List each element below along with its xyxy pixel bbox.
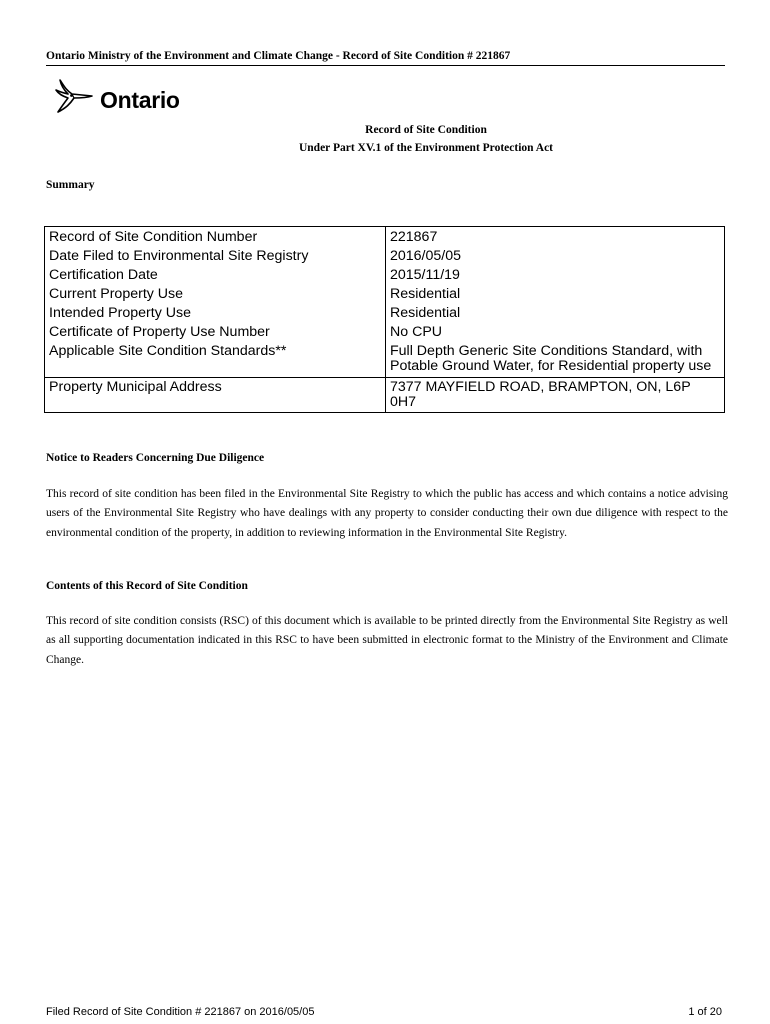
summary-key: Intended Property Use — [45, 304, 386, 323]
document-subtitle: Under Part XV.1 of the Environment Protection Act — [298, 142, 554, 154]
summary-row — [45, 227, 725, 248]
page-header: Ontario Ministry of the Environment and Climate Change - Record of Site Condition # 221867 — [46, 50, 725, 66]
summary-key: Record of Site Condition Number — [45, 227, 386, 248]
page-footer — [46, 1006, 722, 1018]
summary-row — [45, 304, 725, 323]
summary-value: 2016/05/05 — [386, 247, 725, 266]
summary-key: Property Municipal Address — [45, 378, 386, 413]
document-title: Record of Site Condition — [365, 124, 487, 136]
footer-filing-info: Filed Record of Site Condition # 221867 on 2016/05/05 — [46, 1006, 315, 1018]
summary-key: Applicable Site Condition Standards** — [45, 342, 386, 378]
summary-key: Date Filed to Environmental Site Registry — [45, 247, 386, 266]
ontario-wordmark: Ontario — [100, 87, 180, 113]
summary-value: No CPU — [386, 323, 725, 342]
summary-value: 7377 MAYFIELD ROAD, BRAMPTON, ON, L6P 0H7 — [386, 378, 725, 413]
summary-row — [45, 342, 725, 378]
summary-value: 2015/11/19 — [386, 266, 725, 285]
notice-paragraph: This record of site condition has been filed in the Environmental Site Registry to which the public has access and which contains a notice advising users of the Environmental Site Registry who have dealings with any property to consider conducting their own due diligence with respect to the environmental condition of the property, in addition to reviewing information in the Environmental Site Registry. — [46, 488, 728, 539]
contents-heading: Contents of this Record of Site Condition — [46, 580, 248, 592]
summary-row — [45, 266, 725, 285]
summary-table — [44, 226, 725, 413]
summary-key: Certification Date — [45, 266, 386, 285]
summary-value: Full Depth Generic Site Conditions Standard, with Potable Ground Water, for Residential property use — [386, 342, 725, 378]
summary-row — [45, 323, 725, 342]
summary-row — [45, 285, 725, 304]
summary-heading: Summary — [46, 179, 95, 191]
summary-row — [45, 247, 725, 266]
summary-key: Certificate of Property Use Number — [45, 323, 386, 342]
notice-heading: Notice to Readers Concerning Due Diligence — [46, 452, 265, 464]
page-number: 1 of 20 — [688, 1006, 722, 1018]
trillium-icon — [52, 78, 98, 114]
summary-key: Current Property Use — [45, 285, 386, 304]
summary-value: 221867 — [386, 227, 725, 248]
summary-value: Residential — [386, 285, 725, 304]
summary-value: Residential — [386, 304, 725, 323]
summary-row — [45, 378, 725, 413]
ontario-logo — [52, 78, 180, 114]
contents-paragraph: This record of site condition consists (RSC) of this document which is available to be printed directly from the Environmental Site Registry as well as all supporting documentation indicated in this RSC to have been submitted in electronic format to the Ministry of the Environment and Climate Change. — [46, 615, 728, 666]
